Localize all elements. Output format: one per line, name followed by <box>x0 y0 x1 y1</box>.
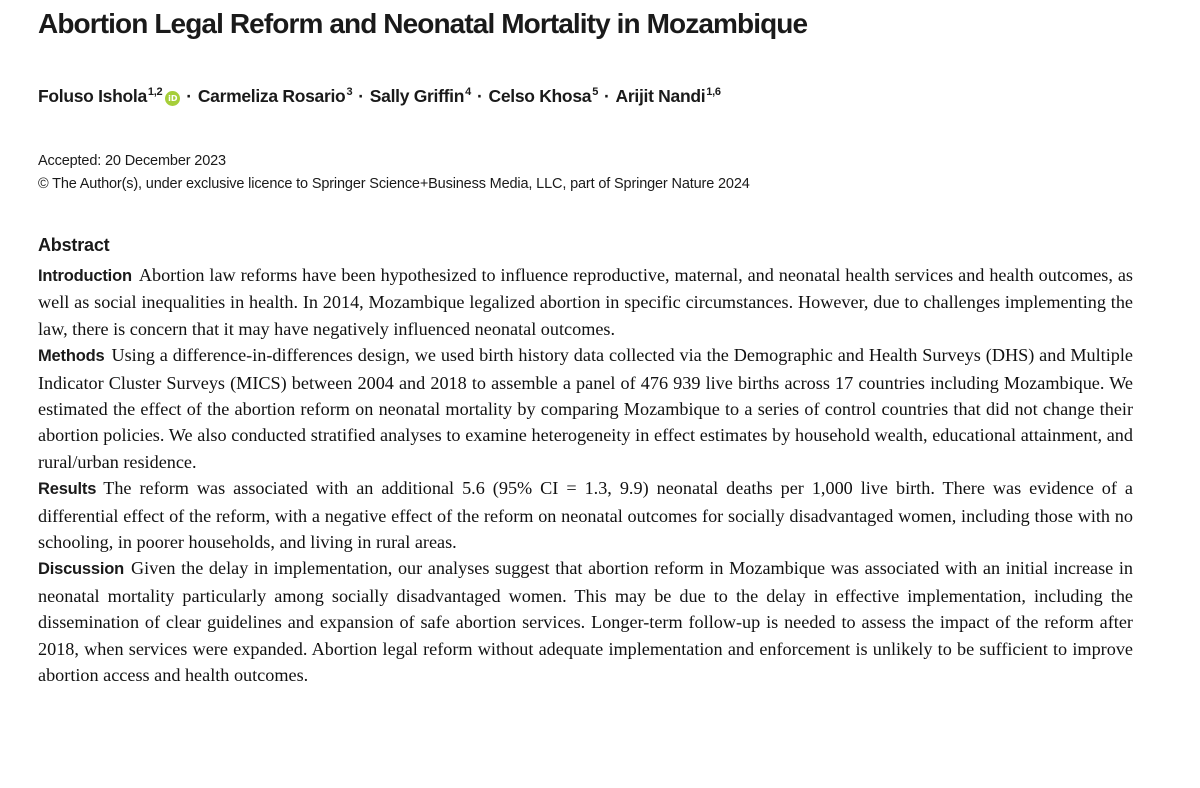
author-separator: · <box>358 86 364 106</box>
copyright-notice: © The Author(s), under exclusive licence to Springer Science+Business Media, LLC, part of Springer Nature 2024 <box>38 176 750 192</box>
author-separator: · <box>186 86 192 106</box>
author-name[interactable]: Sally Griffin <box>369 86 465 106</box>
section-label-introduction: Introduction <box>38 267 132 285</box>
author-name[interactable]: Celso Khosa <box>488 86 592 106</box>
author-affiliation: 4 <box>465 86 471 98</box>
author-list <box>38 86 721 107</box>
author-name[interactable]: Foluso Ishola <box>38 86 147 106</box>
orcid-icon[interactable]: iD <box>165 91 180 106</box>
section-text-discussion: Given the delay in implementation, our analyses suggest that abortion reform in Mozambique was associated with an initial increase in neonatal mortality particularly among socially disadvantaged women. This may be due to the delay in effective implementation, including the dissemination of clear guidelines and expansion of safe abortion services. Longer-term follow-up is needed to assess the impact of the reform after 2018, when services were expanded. Abortion legal reform without adequate implementation and enforcement is unlikely to be sufficient to improve abortion access and health outcomes. <box>38 558 1133 686</box>
paper-title: Abortion Legal Reform and Neonatal Mortality in Mozambique <box>38 8 808 39</box>
abstract-heading: Abstract <box>38 235 110 255</box>
abstract-body <box>38 262 1133 689</box>
abstract-discussion <box>38 555 1133 688</box>
abstract-methods <box>38 342 1133 475</box>
author-separator: · <box>604 86 610 106</box>
author-affiliation: 1,2 <box>147 86 163 98</box>
author-name[interactable]: Carmeliza Rosario <box>197 86 346 106</box>
article-metadata <box>38 150 750 196</box>
author-affiliation: 1,6 <box>706 86 721 98</box>
section-text-results: The reform was associated with an additional 5.6 (95% CI = 1.3, 9.9) neonatal deaths per 1,000 live birth. There was evidence of a differential effect of the reform, with a negative effect of the reform on neonatal outcomes for socially disadvantaged women, including those with no schooling, in poorer households, and living in rural areas. <box>38 478 1133 553</box>
section-label-methods: Methods <box>38 347 105 366</box>
author-affiliation: 5 <box>592 86 599 98</box>
author-affiliation: 3 <box>346 86 353 98</box>
accepted-date: Accepted: 20 December 2023 <box>38 153 226 169</box>
section-text-methods: Using a difference-in-differences design, we used birth history data collected via the Demographic and Health Surveys (DHS) and Multiple Indicator Cluster Surveys (MICS) between 2004 and 2018 to assemble a panel of 476 939 live births across 17 countries including Mozambique. We estimated the effect of the abortion reform on neonatal mortality by comparing Mozambique to a series of control countries that did not change their abortion policies. We also conducted stratified analyses to examine heterogeneity in effect estimates by household wealth, educational attainment, and rural/urban residence. <box>38 345 1133 472</box>
abstract-results <box>38 475 1133 555</box>
section-label-results: Results <box>38 480 97 499</box>
section-text-introduction: Abortion law reforms have been hypothesized to influence reproductive, maternal, and neonatal health services and health outcomes, as well as social inequalities in health. In 2014, Mozambique legalized abortion in specific circumstances. However, due to challenges implementing the law, there is concern that it may have negatively influenced neonatal outcomes. <box>38 265 1133 339</box>
abstract-introduction <box>38 262 1133 342</box>
author-separator: · <box>476 86 483 106</box>
author-name[interactable]: Arijit Nandi <box>615 86 706 106</box>
section-label-discussion: Discussion <box>38 560 125 579</box>
